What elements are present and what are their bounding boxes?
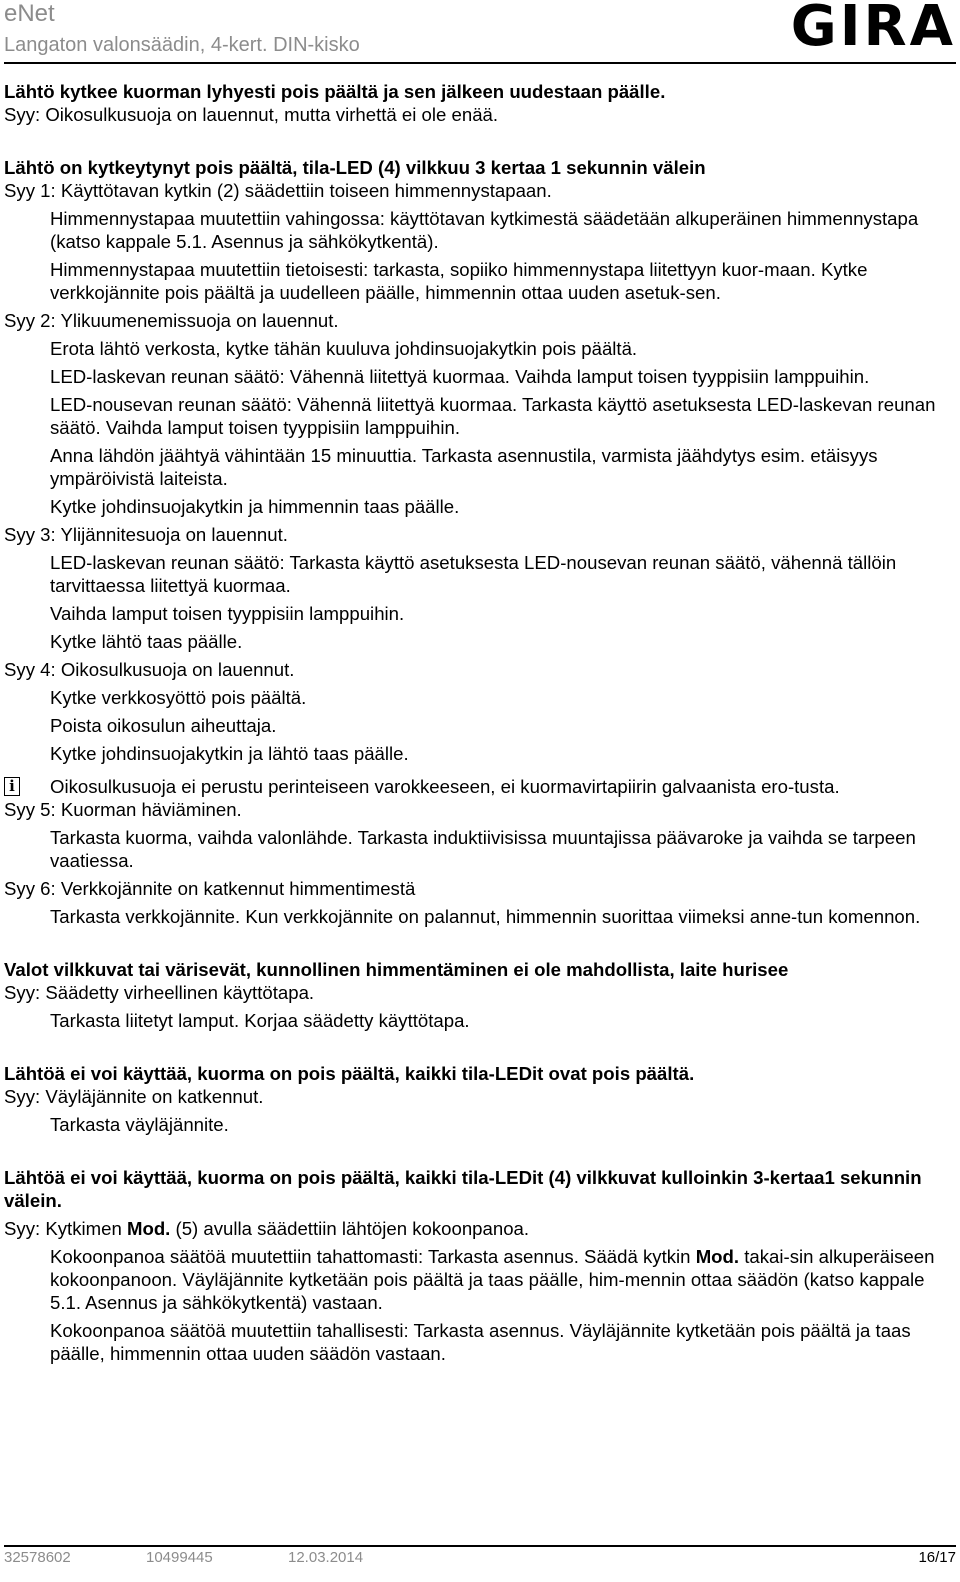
action-text: LED-laskevan reunan säätö: Tarkasta käyttö asetuksesta LED-nousevan reunan säätö, vähennä tällöin tarvittaessa liitettyä kuormaa. xyxy=(50,552,897,596)
action-text: Tarkasta väyläjännite. xyxy=(50,1114,229,1135)
gira-logo: GIRA xyxy=(790,0,956,59)
action-text: Kokoonpanoa säätöä muutettiin tahallisesti: Tarkasta asennus. Väyläjännite kytketään pois päältä ja taas päälle, himmennin ottaa uuden säädön vastaan. xyxy=(50,1320,911,1364)
mod-switch-label: Mod. xyxy=(126,1218,171,1239)
action-prefix: Kokoonpanoa säätöä muutettiin tahattomasti: Tarkasta asennus. Säädä kytkin xyxy=(50,1246,696,1267)
cause-text xyxy=(4,1217,954,1240)
section-heading: Valot vilkkuvat tai värisevät, kunnollinen himmentäminen ei ole mahdollista, laite hurisee xyxy=(4,959,789,980)
section-heading: Lähtöä ei voi käyttää, kuorma on pois päältä, kaikki tila-LEDit (4) vilkkuvat kulloinkin 3-kertaa1 sekunnin välein. xyxy=(4,1167,922,1211)
mod-switch-label: Mod. xyxy=(695,1246,740,1267)
action-suffix: takai-sin alkuperäiseen kokoonpanoon. Väyläjännite kytketään pois päältä ja taas päälle, him-mennin ottaa säädön (katso kappale 5.1. Asennus ja sähkökytkentä) vastaan. xyxy=(50,1246,935,1313)
product-title: eNet xyxy=(4,0,55,27)
note-text: Oikosulkusuoja ei perustu perinteiseen varokkeeseen, ei kuormavirtapiirin galvaanista ero-tusta. xyxy=(50,776,840,797)
footer-divider xyxy=(4,1545,956,1547)
action-text: LED-laskevan reunan säätö: Vähennä liitettyä kuormaa. Vaihda lamput toisen tyyppisiin lamppuihin. xyxy=(50,366,870,387)
cause-text: Syy 3: Ylijännitesuoja on lauennut. xyxy=(4,524,288,545)
action-text: LED-nousevan reunan säätö: Vähennä liitettyä kuormaa. Tarkasta käyttö asetuksesta LED-laskevan reunan säätö. Vaihda lamput toisen tyyppisiin lamppuihin. xyxy=(50,394,936,438)
doc-number: 32578602 xyxy=(4,1549,71,1566)
action-text: Tarkasta kuorma, vaihda valonlähde. Tarkasta induktiivisissa muuntajissa päävaroke ja vaihda se tarpeen vaatiessa. xyxy=(50,827,916,871)
date: 12.03.2014 xyxy=(288,1549,364,1566)
page-header xyxy=(4,0,956,60)
action-text: Kytke johdinsuojakytkin ja lähtö taas päälle. xyxy=(50,743,409,764)
document-body xyxy=(4,80,954,1365)
action-text: Tarkasta liitetyt lamput. Korjaa säädetty käyttötapa. xyxy=(50,1010,470,1031)
cause-suffix: (5) avulla säädettiin lähtöjen kokoonpanoa. xyxy=(170,1218,530,1239)
section-heading: Lähtö on kytkeytynyt pois päältä, tila-LED (4) vilkkuu 3 kertaa 1 sekunnin välein xyxy=(4,157,706,178)
cause-prefix: Syy: Kytkimen xyxy=(4,1218,127,1239)
cause-text: Syy 6: Verkkojännite on katkennut himmentimestä xyxy=(4,878,416,899)
action-text: Tarkasta verkkojännite. Kun verkkojännite on palannut, himmennin suorittaa viimeksi anne-tun komennon. xyxy=(50,906,921,927)
action-text xyxy=(4,1245,954,1314)
header-divider xyxy=(4,62,956,64)
cause-text: Syy: Säädetty virheellinen käyttötapa. xyxy=(4,982,315,1003)
info-icon: i xyxy=(4,777,20,796)
action-text: Vaihda lamput toisen tyyppisiin lamppuihin. xyxy=(50,603,405,624)
cause-text: Syy 1: Käyttötavan kytkin (2) säädettiin toiseen himmennystapaan. xyxy=(4,180,552,201)
article-number: 10499445 xyxy=(146,1549,213,1566)
section-heading: Lähtöä ei voi käyttää, kuorma on pois päältä, kaikki tila-LEDit ovat pois päältä. xyxy=(4,1063,695,1084)
cause-text: Syy 5: Kuorman häviäminen. xyxy=(4,799,242,820)
cause-text: Syy: Oikosulkusuoja on lauennut, mutta virhettä ei ole enää. xyxy=(4,104,499,125)
cause-text: Syy 4: Oikosulkusuoja on lauennut. xyxy=(4,659,295,680)
action-text: Erota lähtö verkosta, kytke tähän kuuluva johdinsuojakytkin pois päältä. xyxy=(50,338,638,359)
section-heading: Lähtö kytkee kuorman lyhyesti pois päältä ja sen jälkeen uudestaan päälle. xyxy=(4,81,666,102)
product-subtitle: Langaton valonsäädin, 4-kert. DIN-kisko xyxy=(4,34,360,56)
action-text: Anna lähdön jäähtyä vähintään 15 minuuttia. Tarkasta asennustila, varmista jäähdytys esim. etäisyys ympäröivistä laiteista. xyxy=(50,445,878,489)
action-text: Kytke lähtö taas päälle. xyxy=(50,631,243,652)
action-text: Himmennystapaa muutettiin tietoisesti: tarkasta, sopiiko himmennystapa liitettyyn kuor-maan. Kytke verkkojännite pois päältä ja uudelleen päälle, himmennin ottaa uuden asetuk-sen. xyxy=(50,259,868,303)
action-text: Kytke johdinsuojakytkin ja himmennin taas päälle. xyxy=(50,496,460,517)
cause-text: Syy: Väyläjännite on katkennut. xyxy=(4,1086,264,1107)
cause-text: Syy 2: Ylikuumenemissuoja on lauennut. xyxy=(4,310,339,331)
page-number: 16/17 xyxy=(918,1549,956,1566)
action-text: Poista oikosulun aiheuttaja. xyxy=(50,715,277,736)
action-text: Kytke verkkosyöttö pois päältä. xyxy=(50,687,307,708)
info-note xyxy=(4,775,954,798)
action-text: Himmennystapaa muutettiin vahingossa: käyttötavan kytkimestä säädetään alkuperäinen himmennystapa (katso kappale 5.1. Asennus ja sähkökytkentä). xyxy=(50,208,919,252)
